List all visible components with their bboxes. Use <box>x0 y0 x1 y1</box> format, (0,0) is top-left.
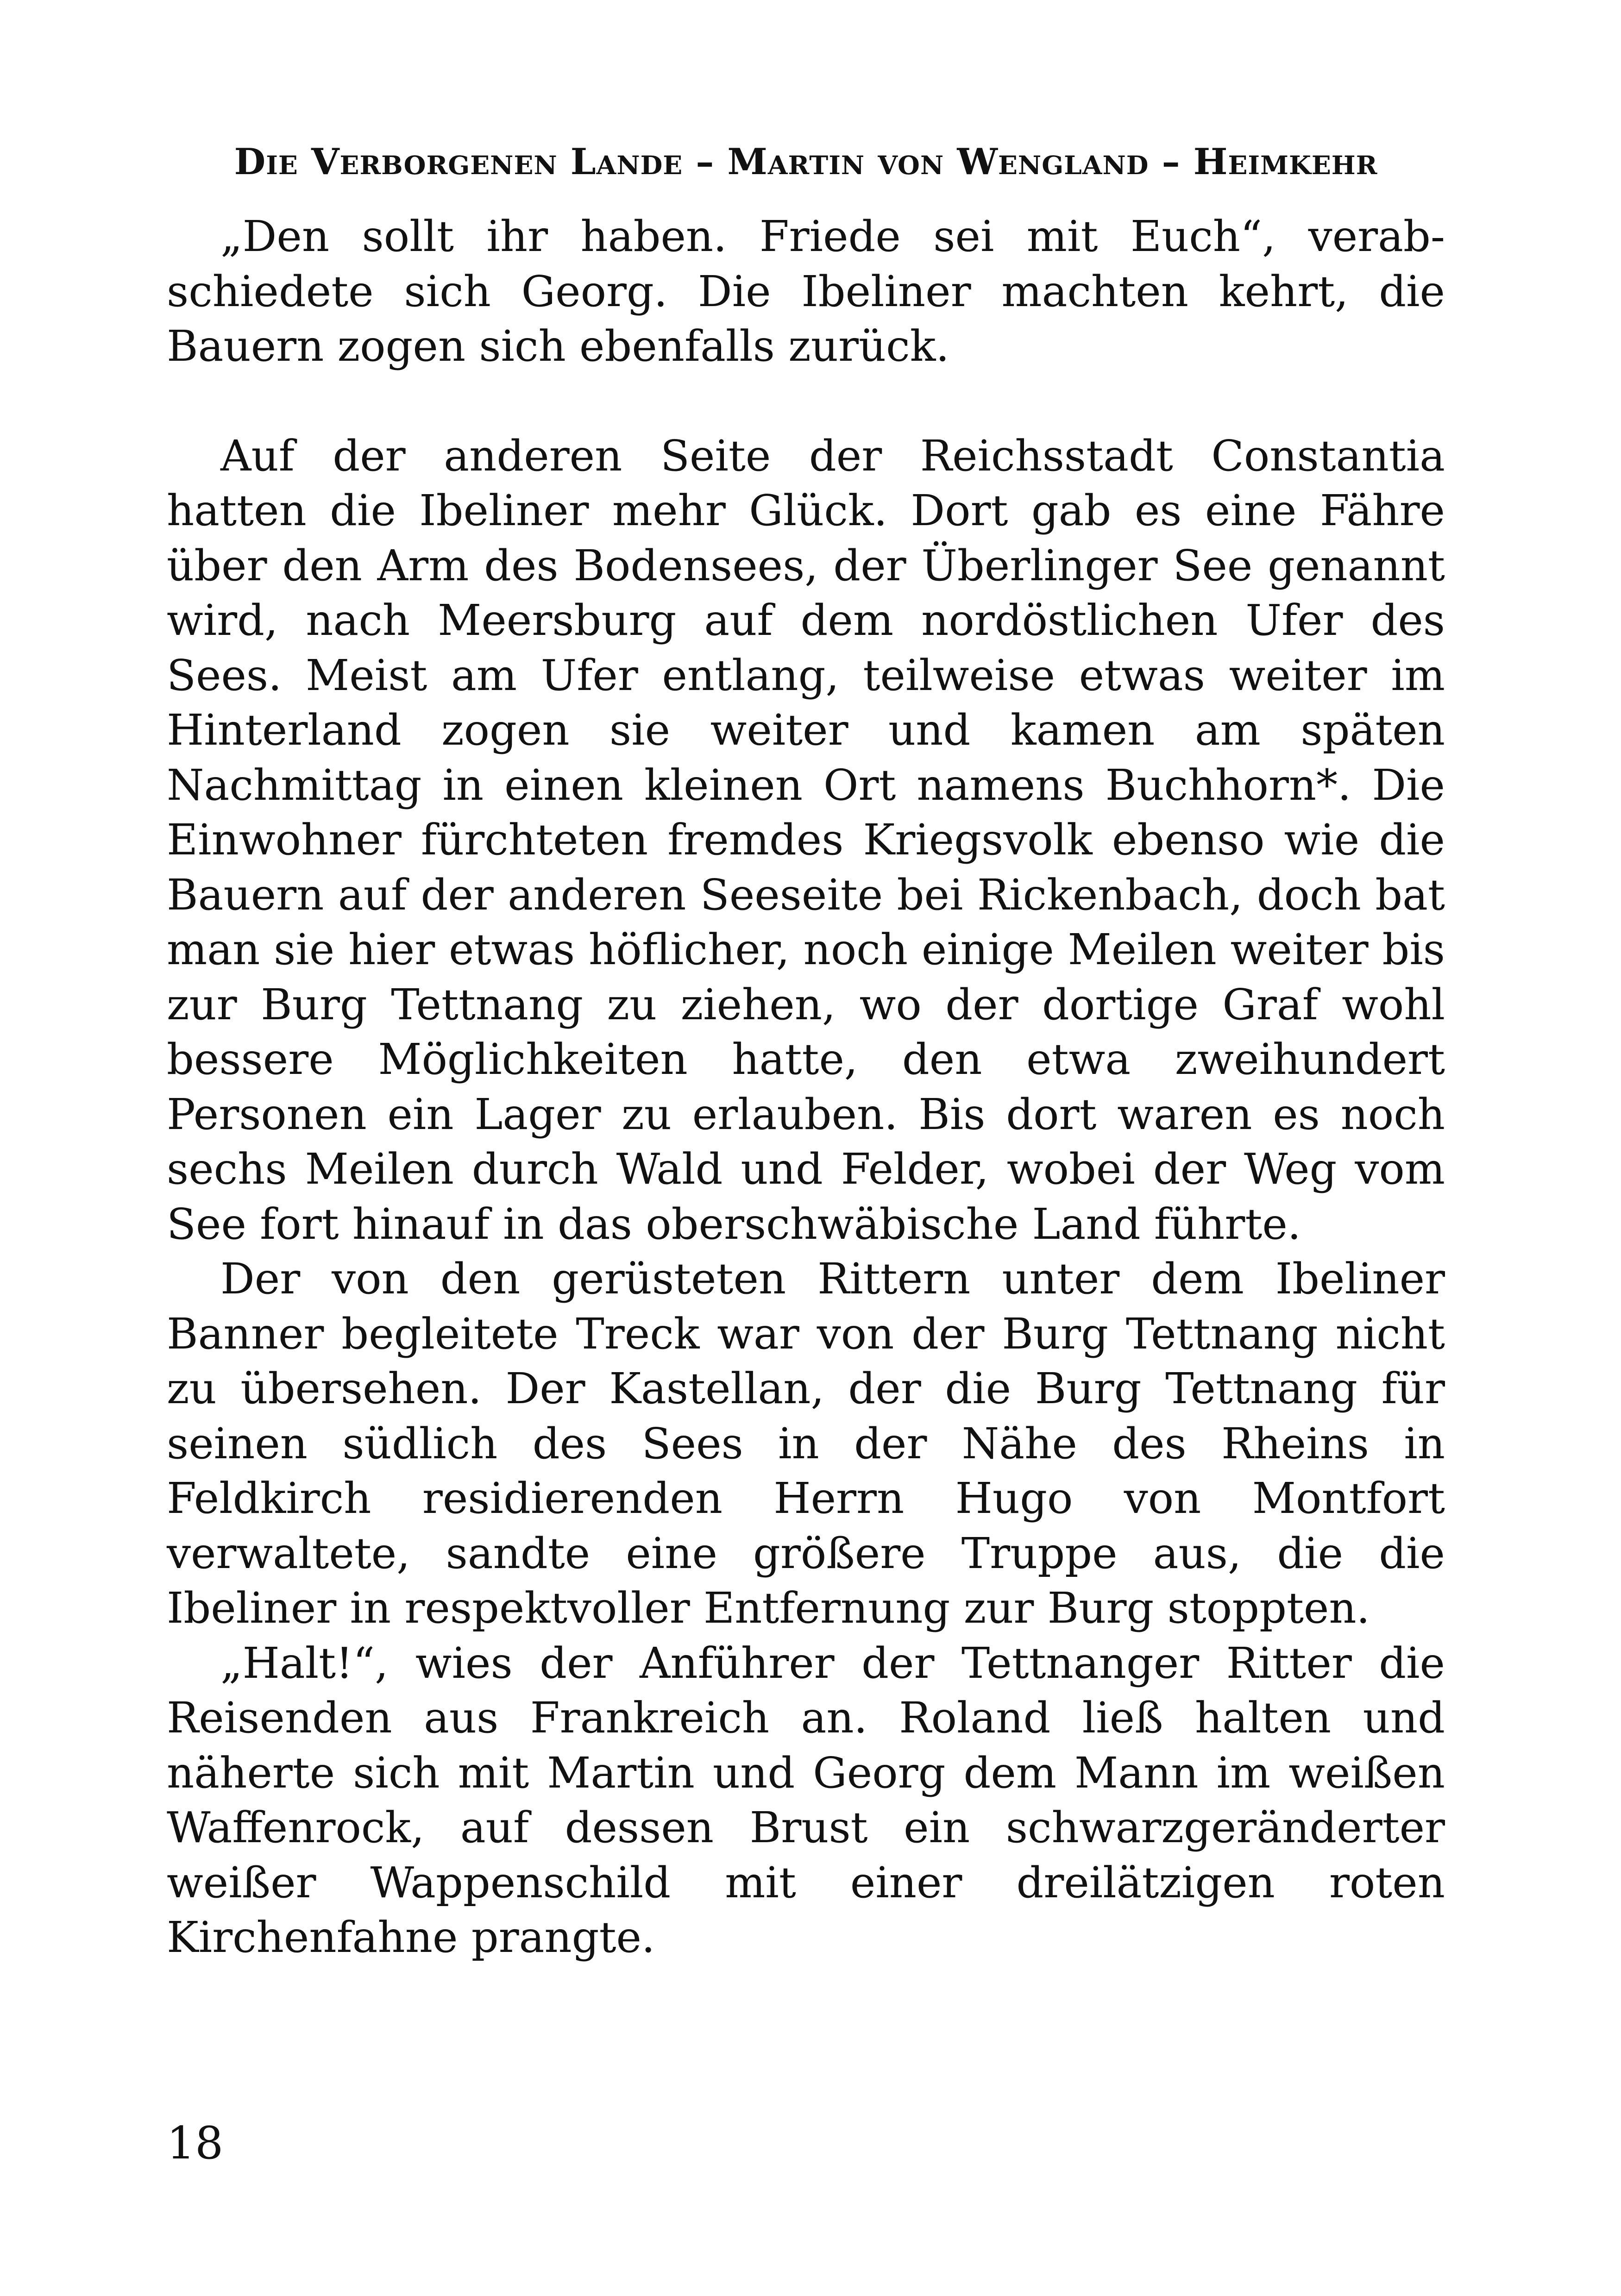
paragraph-halt: „Halt!“, wies der Anführer der Tettnanger Ritter die Reisenden aus Frankreich an. Roland ließ halten und näherte sich mit Martin und Georg dem Mann im weißen Waffenrock, auf dessen Brust ein schwarzgeränderter weißer Wappenschild mit einer dreilätzigen roten Kirchenfahne prangte. <box>167 1638 1445 1962</box>
section-break <box>167 374 1445 429</box>
body-text <box>167 209 1445 1965</box>
paragraph-ferry: Auf der anderen Seite der Reichsstadt Constantia hatten die Ibeliner mehr Glück. Dort gab es eine Fähre über den Arm des Bodensees, der Überlinger See genannt wird, nach Meersburg auf dem nordöstlichen Ufer des Sees. Meist am Ufer entlang, teilweise etwas weiter im Hinterland zogen sie weiter und kamen am späten Nachmittag in einen kleinen Ort namens Buchhorn*. Die Einwohner fürchteten fremdes Kriegsvolk ebenso wie die Bauern auf der anderen Seeseite bei Rickenbach, doch bat man sie hier etwas höflicher, noch einige Meilen weiter bis zur Burg Tettnang zu ziehen, wo der dortige Graf wohl bessere Möglichkeiten hatte, den etwa zweihundert Personen ein Lager zu erlauben. Bis dort waren es noch sechs Meilen durch Wald und Felder, wobei der Weg vom See fort hinauf in das oberschwäbische Land führte. <box>167 431 1445 1249</box>
paragraph-farewell: „Den sollt ihr haben. Friede sei mit Euch“, verabschiedete sich Georg. Die Ibeliner machten kehrt, die Bauern zogen sich ebenfalls zurück. <box>167 212 1445 371</box>
paragraph-tettnang: Der von den gerüsteten Rittern unter dem Ibeliner Banner begleitete Treck war von der Burg Tettnang nicht zu übersehen. Der Kastellan, der die Burg Tettnang für seinen südlich des Sees in der Nähe des Rheins in Feldkirch residierenden Herrn Hugo von Montfort verwaltete, sandte eine größere Truppe aus, die die Ibeliner in respektvoller Entfernung zur Burg stoppten. <box>167 1254 1445 1633</box>
running-header: Die Verborgenen Lande – Martin von Wengland – Heimkehr <box>234 141 1378 183</box>
page-number: 18 <box>167 2117 224 2169</box>
